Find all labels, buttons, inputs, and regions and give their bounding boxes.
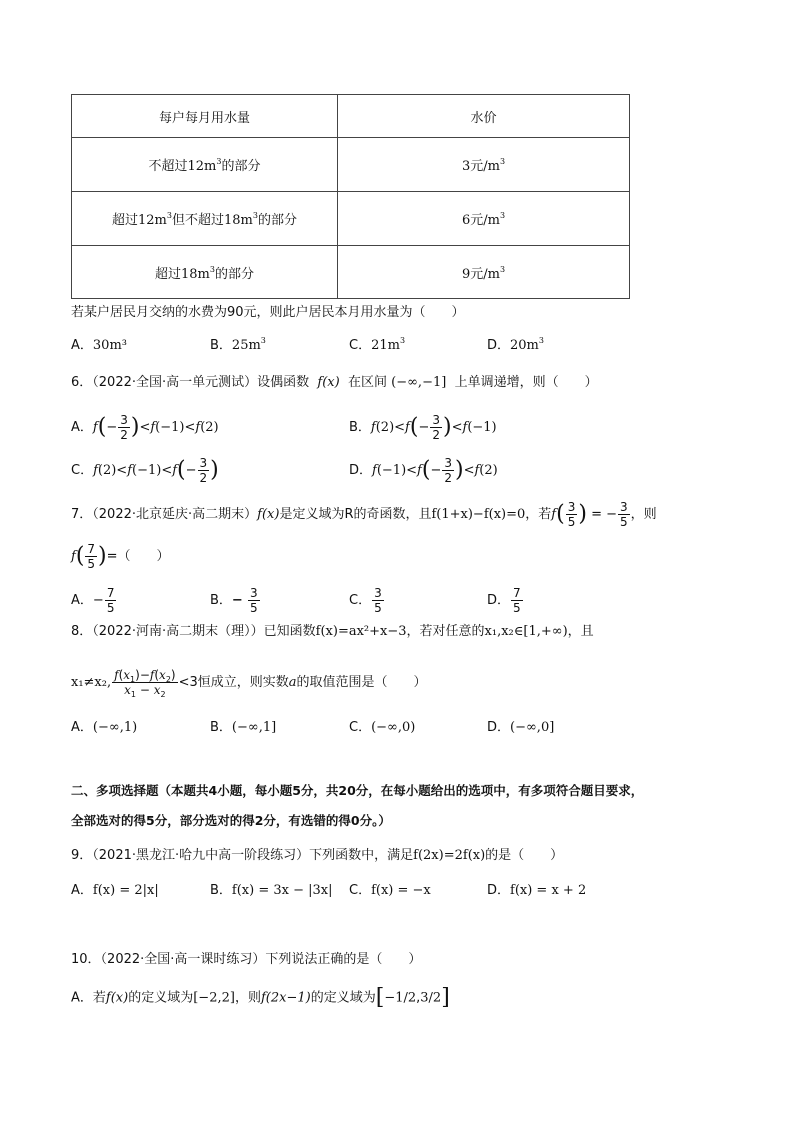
table-row: [72, 138, 630, 192]
table-cell-usage: 不超过$12m^3$的部分: [72, 138, 338, 192]
q8-condition: x₁≠x₂, $\frac{f(x_1)-f(x_2)}{x_1 - x_2}$ <3恒成立，则实数a的取值范围是（ ）: [71, 668, 427, 699]
q6-option-c: C．f(2)<f(−1)<f(− $\frac{3}{2}$ ): [71, 456, 219, 485]
q8-option-b: B．(−∞,1]: [210, 720, 277, 735]
q8-stem: 8．（2022·河南·高二期末（理））已知函数f(x)=ax²+x−3，若对任意的x₁,x₂∈[1,+∞)，且: [71, 624, 594, 639]
table-row: [72, 192, 630, 246]
q5-option-a: A．30m³: [71, 338, 127, 353]
q9-option-a: A．f(x) = 2|x|: [71, 883, 159, 898]
q7-stem: 7．（2022·北京延庆·高二期末）f(x)是定义域为R的奇函数，且f(1+x)−f(x)=0，若f( $\frac{3}{5}$ ) = − $\frac{3}{5}$ ，则: [71, 500, 657, 529]
q5-option-d: D．$20m^3$: [487, 336, 544, 353]
q9-stem: 9．（2021·黑龙江·哈九中高一阶段练习）下列函数中，满足f(2x)=2f(x)的是（ ）: [71, 848, 564, 863]
table-cell-usage: 超过$12m^3$但不超过$18m^3$的部分: [72, 192, 338, 246]
q9-option-b: B．f(x) = 3x − |3x|: [210, 883, 333, 898]
table-cell-price: 9元$/m^3$: [338, 246, 630, 299]
table-cell-price: 3元$/m^3$: [338, 138, 630, 192]
q10-option-a: A．若f(x)的定义域为[−2,2]，则f(2x−1)的定义域为[−1/2,3/2]: [71, 985, 450, 1010]
q6-option-d: D．f(−1)<f(− $\frac{3}{2}$ )<f(2): [349, 456, 498, 485]
q6-option-b: B．f(2)<f(− $\frac{3}{2}$ )<f(−1): [349, 413, 497, 442]
q5-stem: 若某户居民月交纳的水费为90元，则此户居民本月用水量为（ ）: [71, 305, 465, 320]
table-header-row: [72, 95, 630, 138]
water-price-table: [71, 94, 630, 299]
q7-option-a: A．− $\frac{7}{5}$: [71, 586, 115, 615]
q5-option-b: B．$25m^3$: [210, 336, 266, 353]
table-row: [72, 246, 630, 299]
q10-stem: 10．（2022·全国·高一课时练习）下列说法正确的是（ ）: [71, 952, 422, 967]
q7-stem-cont: f( $\frac{7}{5}$ )=（ ）: [71, 542, 170, 571]
q9-option-d: D．f(x) = x + 2: [487, 883, 587, 898]
q6-option-a: A．f(− $\frac{3}{2}$ )<f(−1)<f(2): [71, 413, 219, 442]
q8-option-d: D．(−∞,0]: [487, 720, 555, 735]
table-header-usage: 每户每月用水量: [72, 95, 338, 138]
q8-difference-quotient: $\frac{f(x_1)-f(x_2)}{x_1 - x_2}$: [114, 668, 176, 699]
table-cell-usage: 超过$18m^3$的部分: [72, 246, 338, 299]
q7-option-c: C． $\frac{3}{5}$: [349, 586, 382, 615]
q8-option-a: A．(−∞,1): [71, 720, 138, 735]
q5-option-c: C．$21m^3$: [349, 336, 406, 353]
q8-option-c: C．(−∞,0): [349, 720, 416, 735]
table-cell-price: 6元$/m^3$: [338, 192, 630, 246]
section-2-heading-cont: 全部选对的得5分，部分选对的得2分，有选错的得0分。）: [71, 813, 391, 828]
table-header-price: 水价: [338, 95, 630, 138]
q7-option-b: B．− $\frac{3}{5}$: [210, 586, 258, 615]
q7-option-d: D． $\frac{7}{5}$: [487, 586, 521, 615]
q6-stem: 6．（2022·全国·高一单元测试）设偶函数 f(x) 在区间 (−∞,−1] 上单调递增，则（ ）: [71, 375, 598, 390]
q9-option-c: C．f(x) = −x: [349, 883, 431, 898]
section-2-heading: 二、多项选择题（本题共4小题，每小题5分，共20分，在每小题给出的选项中，有多项符合题目要求，: [71, 783, 644, 798]
